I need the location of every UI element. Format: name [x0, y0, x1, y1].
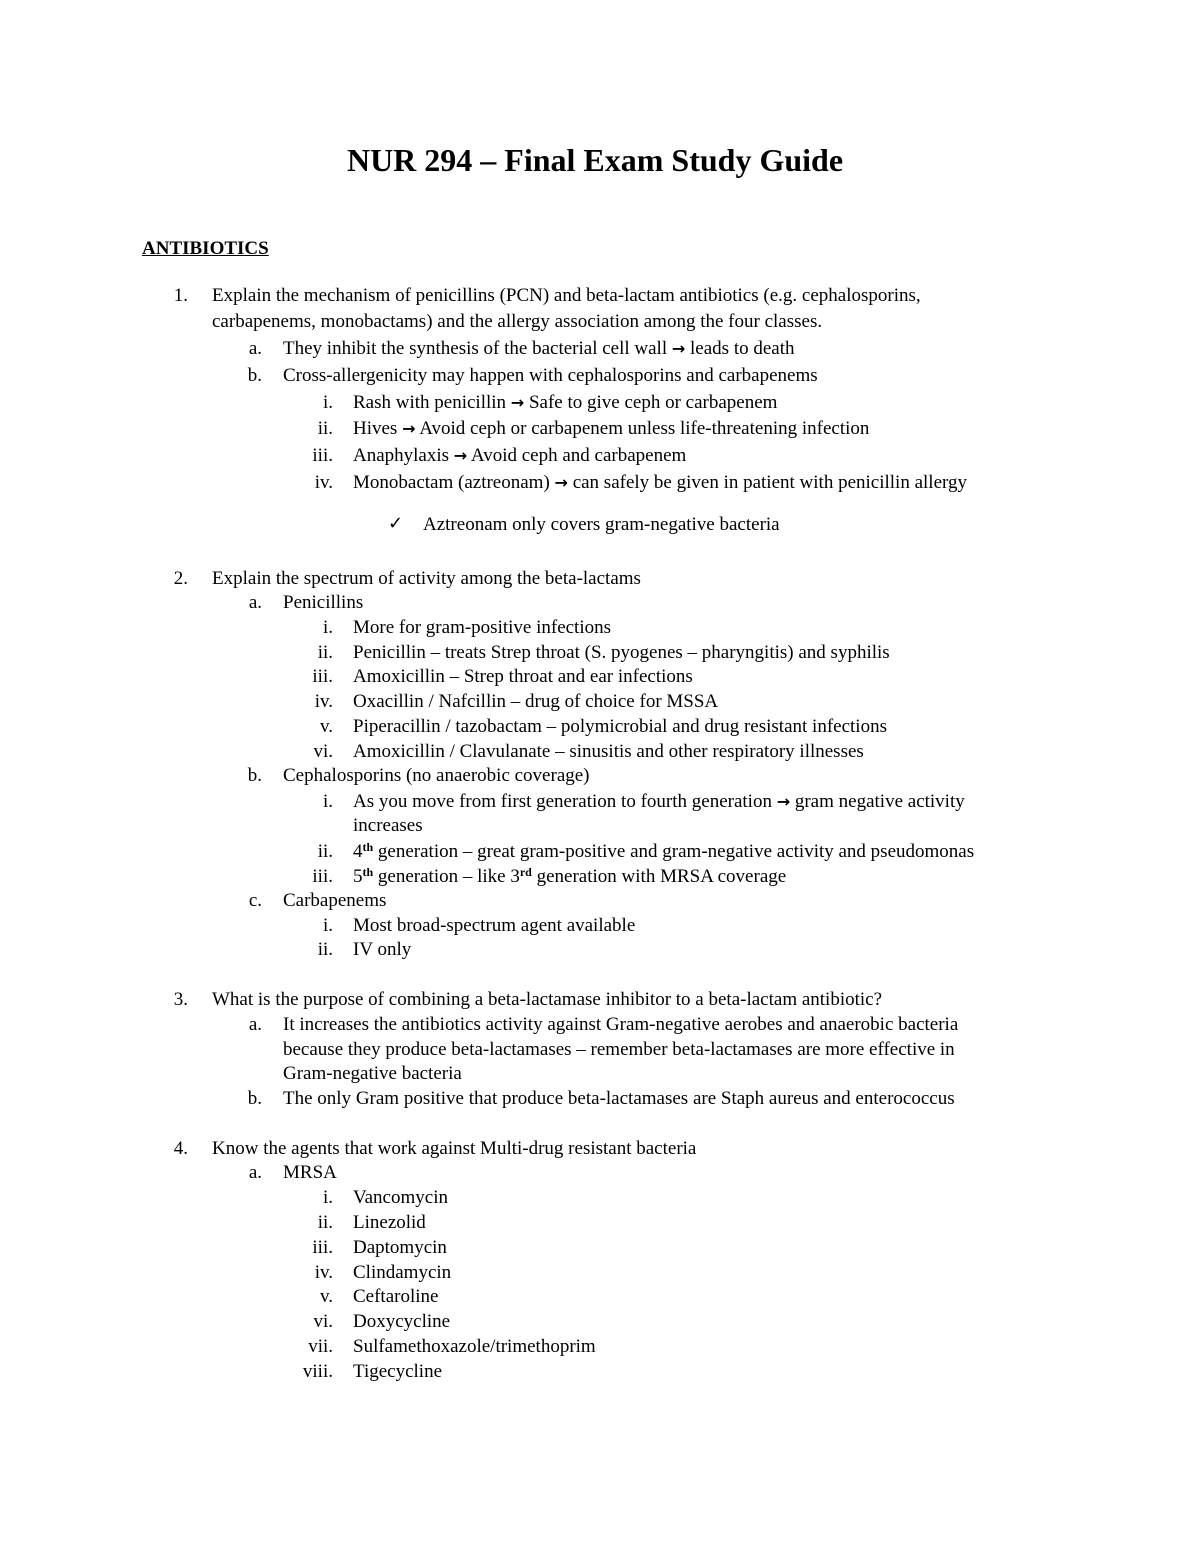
section-heading: ANTIBIOTICS — [142, 238, 269, 259]
arrow-icon: → — [776, 792, 791, 811]
arrow-icon: → — [671, 339, 686, 358]
checkmark-icon: ✓ — [388, 513, 404, 534]
arrow-icon: → — [453, 446, 468, 465]
arrow-icon: → — [402, 419, 416, 438]
document-page: NUR 294 – Final Exam Study Guide ANTIBIOTICS 1. Explain the mechanism of penicillins (PCN) and beta-lactam antibiotics (e.g. cephalosporins, carbapenems, monobactams) and the allergy association among the four classes. a. They inhibit the synthesis of the bacterial cell wall → leads to death b. Cross-allergenicity may happen with cephalosporins and carbapenems i. Rash with penicillin → Safe to give ceph or carbapenem ii. Hives → Avoid ceph or carbapenem unless life-threatening infection iii. Anaphylaxis → Avoid ceph and carbapenem iv. Monobactam (aztreonam) → can safely be given in patient with penicillin allergy ✓ Aztreonam only covers gram-negative bacteria 2. Explain the spectrum of activity among the beta-lactams a. Penicillins i. More for gram-positive infections ii. Penicillin – treats Strep throat (S. pyogenes – pharyngitis) and syphilis iii. Amoxicillin – Strep throat and ear infections iv. Oxacillin / Nafcillin – drug of choice for MSSA v. Piperacillin / tazobactam – polymicrobial and drug resistant infections vi. Amoxicillin / Clavulanate – sinusitis and other respiratory illnesses b. Cephalosporins (no anaerobic coverage) i. As you move from first generation to fourth generation → gram negative activity increases ii. 4th generation – great gram-positive and gram-negative activity and pseudomonas iii. 5th generation – like 3rd generation with MRSA coverage c. Carbapenems i. Most broad-spectrum agent available ii. IV only 3. What is the purpose of combining a beta-lactamase inhibitor to a beta-lactam antibiotic? a. It increases the antibiotics activity against Gram-negative aerobes and anaerobic bacteria because they produce beta-lactamases – remember beta-lactamases are more effective in Gram-negative bacteria b. The only Gram positive that produce beta-lactamases are Staph aureus and enterococcus 4. Know the agents that work against Multi-drug resistant bacteria a. MRSA i. Vancomycin ii. Linezolid iii. Daptomycin iv. Clindamycin v. Ceftaroline vi. Doxycycline vii. Sulfamethoxazole/trimethoprim viii. Tigecycline — [0, 0, 1200, 1553]
page-title: NUR 294 – Final Exam Study Guide — [346, 142, 844, 178]
arrow-icon: → — [554, 473, 568, 492]
arrow-icon: → — [510, 393, 525, 412]
